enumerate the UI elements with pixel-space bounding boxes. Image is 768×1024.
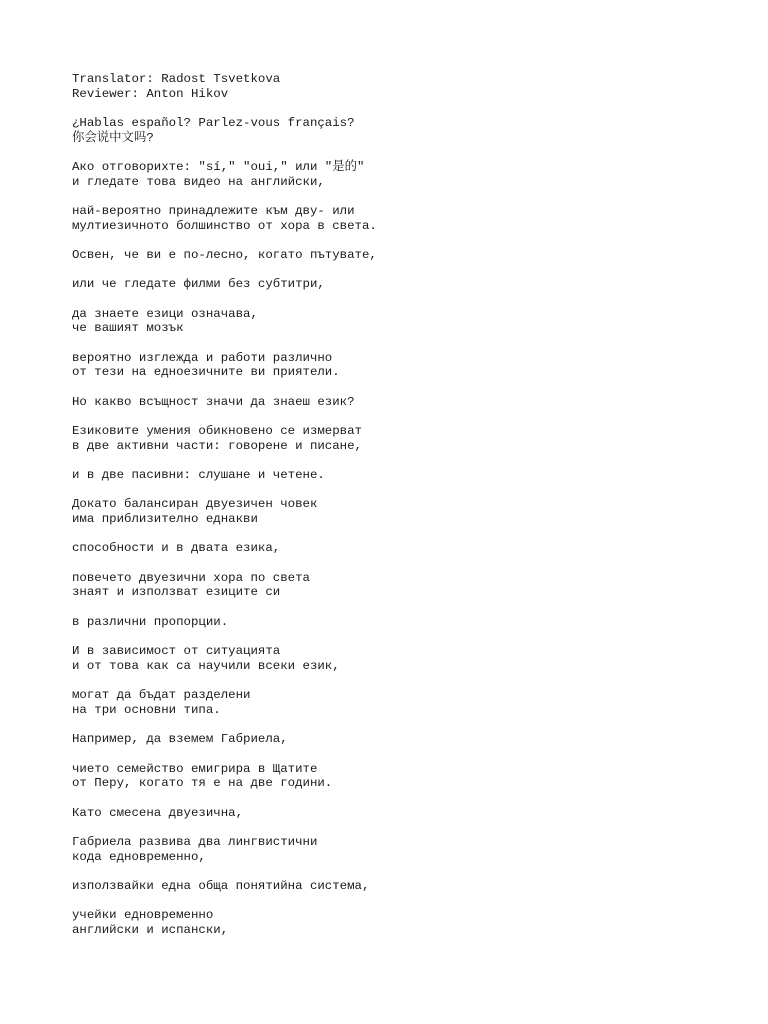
transcript-paragraph xyxy=(72,497,732,526)
transcript-line: кода едновременно, xyxy=(72,849,206,864)
transcript-line: Ако отговорихте: "sí," "oui," или "是的" xyxy=(72,159,365,174)
transcript-line: английски и испански, xyxy=(72,922,229,937)
transcript-line: учейки едновременно xyxy=(72,908,214,923)
transcript-line: Като смесена двуезична, xyxy=(72,805,244,820)
transcript-paragraph xyxy=(72,160,732,189)
transcript-paragraph xyxy=(72,395,732,410)
transcript-line: знаят и използват езиците си xyxy=(72,585,281,600)
transcript-paragraph xyxy=(72,835,732,864)
transcript-line: Reviewer: Anton Hikov xyxy=(72,86,229,101)
transcript-line: ¿Hablas español? Parlez-vous français? xyxy=(72,115,355,130)
transcript-paragraph xyxy=(72,468,732,483)
transcript-paragraph xyxy=(72,248,732,263)
transcript-line: и от това как са научили всеки език, xyxy=(72,658,340,673)
transcript-paragraph xyxy=(72,806,732,821)
transcript-line: Габриела развива два лингвистични xyxy=(72,834,318,849)
transcript-paragraph xyxy=(72,307,732,336)
transcript-paragraph xyxy=(72,351,732,380)
transcript-line: 你会说中文吗? xyxy=(72,130,154,145)
transcript-line: и в две пасивни: слушане и четене. xyxy=(72,468,325,483)
transcript-paragraph xyxy=(72,204,732,233)
transcript-paragraph xyxy=(72,277,732,292)
transcript-line: способности и в двата езика, xyxy=(72,541,281,556)
transcript-line: вероятно изглежда и работи различно xyxy=(72,350,333,365)
transcript-line: на три основни типа. xyxy=(72,702,221,717)
transcript-line: Например, да вземем Габриела, xyxy=(72,732,288,747)
transcript-paragraph xyxy=(72,615,732,630)
transcript-paragraph xyxy=(72,571,732,600)
transcript-line: че вашият мозък xyxy=(72,321,184,336)
transcript-line: Освен, че ви е по-лесно, когато пътувате, xyxy=(72,247,377,262)
transcript-line: могат да бъдат разделени xyxy=(72,688,251,703)
transcript-line: използвайки една обща понятийна система, xyxy=(72,878,370,893)
transcript-line: Но какво всъщност значи да знаеш език? xyxy=(72,394,355,409)
transcript-paragraph xyxy=(72,688,732,717)
transcript-line: повечето двуезични хора по света xyxy=(72,570,310,585)
transcript-line: да знаете езици означава, xyxy=(72,306,258,321)
transcript-paragraph xyxy=(72,116,732,145)
transcript-paragraph xyxy=(72,541,732,556)
transcript-line: от Перу, когато тя е на две години. xyxy=(72,776,333,791)
transcript-line: Езиковите умения обикновено се измерват xyxy=(72,424,362,439)
transcript-line: има приблизително еднакви xyxy=(72,512,258,527)
transcript-line: в различни пропорции. xyxy=(72,614,229,629)
transcript-line: чието семейство емигрира в Щатите xyxy=(72,761,318,776)
transcript-line: от тези на едноезичните ви приятели. xyxy=(72,365,340,380)
transcript-paragraph xyxy=(72,732,732,747)
transcript-paragraph xyxy=(72,72,732,101)
transcript-line: и гледате това видео на английски, xyxy=(72,174,325,189)
transcript-paragraph xyxy=(72,424,732,453)
transcript-line: И в зависимост от ситуацията xyxy=(72,644,281,659)
document-page xyxy=(72,72,732,952)
transcript-paragraph xyxy=(72,908,732,937)
transcript-line: мултиезичното болшинство от хора в света. xyxy=(72,218,377,233)
transcript-paragraph xyxy=(72,879,732,894)
transcript-line: най-вероятно принадлежите към дву- или xyxy=(72,203,355,218)
transcript-line: в две активни части: говорене и писане, xyxy=(72,438,362,453)
transcript-line: Translator: Radost Tsvetkova xyxy=(72,72,281,86)
transcript-line: или че гледате филми без субтитри, xyxy=(72,277,325,292)
transcript-paragraph xyxy=(72,762,732,791)
transcript-line: Докато балансиран двуезичен човек xyxy=(72,497,318,512)
transcript-paragraph xyxy=(72,644,732,673)
